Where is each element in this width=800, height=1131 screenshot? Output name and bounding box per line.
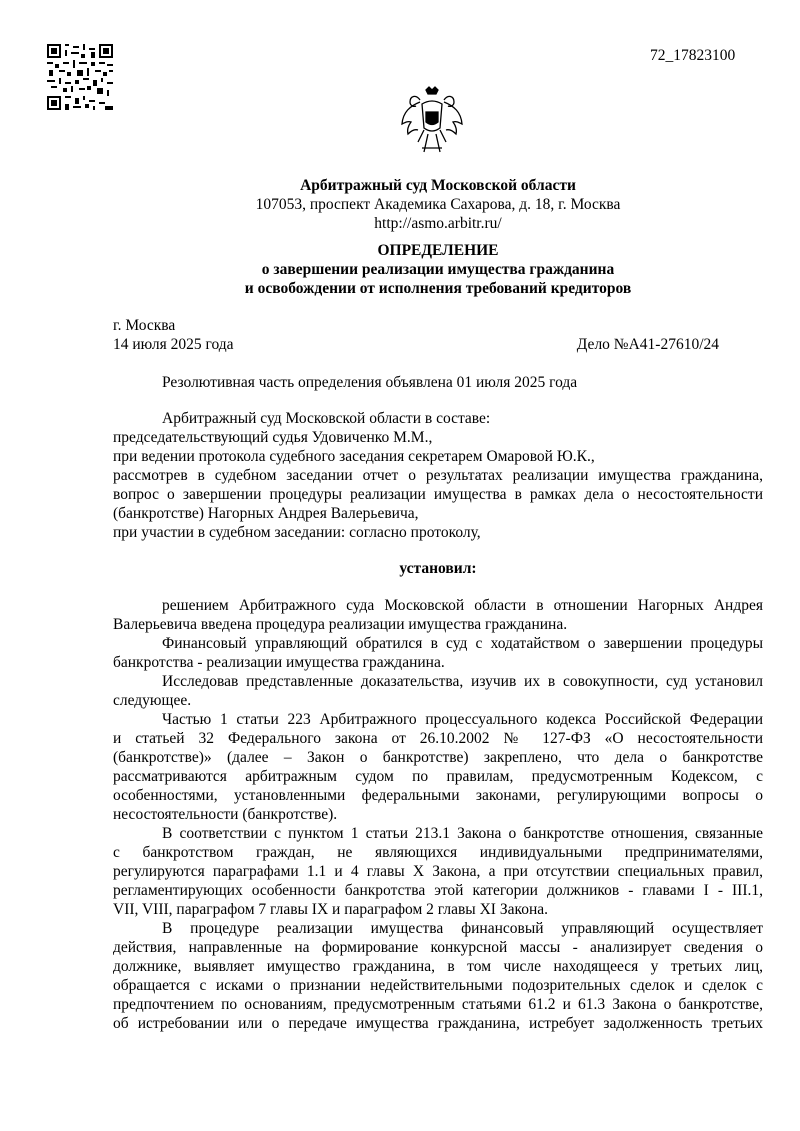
text-line: (банкротстве)» (далее – Закон о банкротстве) закреплено, что дела о банкротстве bbox=[113, 749, 763, 766]
court-url: http://asmo.arbitr.ru/ bbox=[374, 215, 502, 232]
text-line: предпочтением по основаниям, предусмотренным статьями 61.2 и 61.3 Закона о банкротстве, bbox=[113, 996, 763, 1013]
court-address: 107053, проспект Академика Сахарова, д. 18, г. Москва bbox=[255, 196, 621, 213]
text-line: В процедуре реализации имущества финансовый управляющий осуществляет bbox=[162, 920, 763, 937]
qr-code bbox=[47, 44, 113, 110]
text-line: вопрос о завершении процедуры реализации имущества в рамках дела о несостоятельности bbox=[113, 486, 763, 503]
document-subtitle-2: и освобождении от исполнения требований кредиторов bbox=[244, 280, 632, 297]
text-line: Финансовый управляющий обратился в суд с ходатайством о завершении процедуры bbox=[162, 635, 763, 652]
case-number: Дело №А41-27610/24 bbox=[576, 336, 719, 353]
document-id: 72_17823100 bbox=[650, 47, 736, 64]
text-line: регламентирующих особенности банкротства этой категории должников - главами I - III.1, bbox=[113, 882, 763, 899]
text-line: VII, VIII, параграфом 7 главы IX и параграфом 2 главы XI Закона. bbox=[113, 901, 549, 918]
text-line: председательствующий судья Удовиченко М.М., bbox=[113, 429, 433, 446]
text-line: Арбитражный суд Московской области в составе: bbox=[162, 410, 491, 427]
text-line: Резолютивная часть определения объявлена 01 июля 2025 года bbox=[162, 374, 578, 391]
text-line: рассмотрев в судебном заседании отчет о результатах реализации имущества гражданина, bbox=[113, 467, 763, 484]
section-heading-established: установил: bbox=[399, 560, 477, 577]
city: г. Москва bbox=[113, 317, 176, 334]
document-subtitle-1: о завершении реализации имущества гражданина bbox=[261, 261, 615, 278]
text-line: (банкротстве) Нагорных Андрея Валерьевича, bbox=[113, 505, 419, 522]
text-line: с банкротством граждан, не являющихся индивидуальными предпринимателями, bbox=[113, 844, 763, 861]
text-line: Исследовав представленные доказательства, изучив их в совокупности, суд установил bbox=[162, 673, 763, 690]
text-line: при ведении протокола судебного заседания секретарем Омаровой Ю.К., bbox=[113, 448, 595, 465]
text-line: обращается с исками о признании недействительными подозрительных сделок и сделок с bbox=[113, 977, 763, 994]
text-line: Частью 1 статьи 223 Арбитражного процессуального кодекса Российской Федерации bbox=[162, 711, 763, 728]
document-heading: ОПРЕДЕЛЕНИЕ bbox=[377, 242, 499, 259]
text-line: об истребовании или о передаче имущества гражданина, истребует задолженность третьих bbox=[113, 1015, 763, 1032]
text-line: следующее. bbox=[113, 692, 192, 709]
text-line: должнике, выявляет имущество гражданина, в том числе находящееся у третьих лиц, bbox=[113, 958, 763, 975]
text-line: особенностями, установленными федеральными законами, регулирующими вопросы о bbox=[113, 787, 763, 804]
coat-of-arms-emblem bbox=[400, 84, 464, 158]
text-line: Валерьевича введена процедура реализации имущества гражданина. bbox=[113, 616, 568, 633]
court-name: Арбитражный суд Московской области bbox=[300, 177, 576, 194]
text-line: решением Арбитражного суда Московской области в отношении Нагорных Андрея bbox=[162, 597, 763, 614]
text-line: и статьей 32 Федерального закона от 26.10.2002 № 127-ФЗ «О несостоятельности bbox=[113, 730, 763, 747]
text-line: рассматриваются арбитражным судом по правилам, предусмотренным Кодексом, с bbox=[113, 768, 763, 785]
text-line: банкротства - реализации имущества гражданина. bbox=[113, 654, 445, 671]
text-line: несостоятельности (банкротстве). bbox=[113, 806, 338, 823]
text-line: действия, направленные на формирование конкурсной массы - анализирует сведения о bbox=[113, 939, 763, 956]
text-line: регулируются параграфами 1.1 и 4 главы X Закона, а при отсутствии специальных правил, bbox=[113, 863, 763, 880]
text-line: В соответствии с пунктом 1 статьи 213.1 Закона о банкротстве отношения, связанные bbox=[162, 825, 763, 842]
date: 14 июля 2025 года bbox=[113, 336, 234, 353]
text-line: при участии в судебном заседании: согласно протоколу, bbox=[113, 524, 481, 541]
